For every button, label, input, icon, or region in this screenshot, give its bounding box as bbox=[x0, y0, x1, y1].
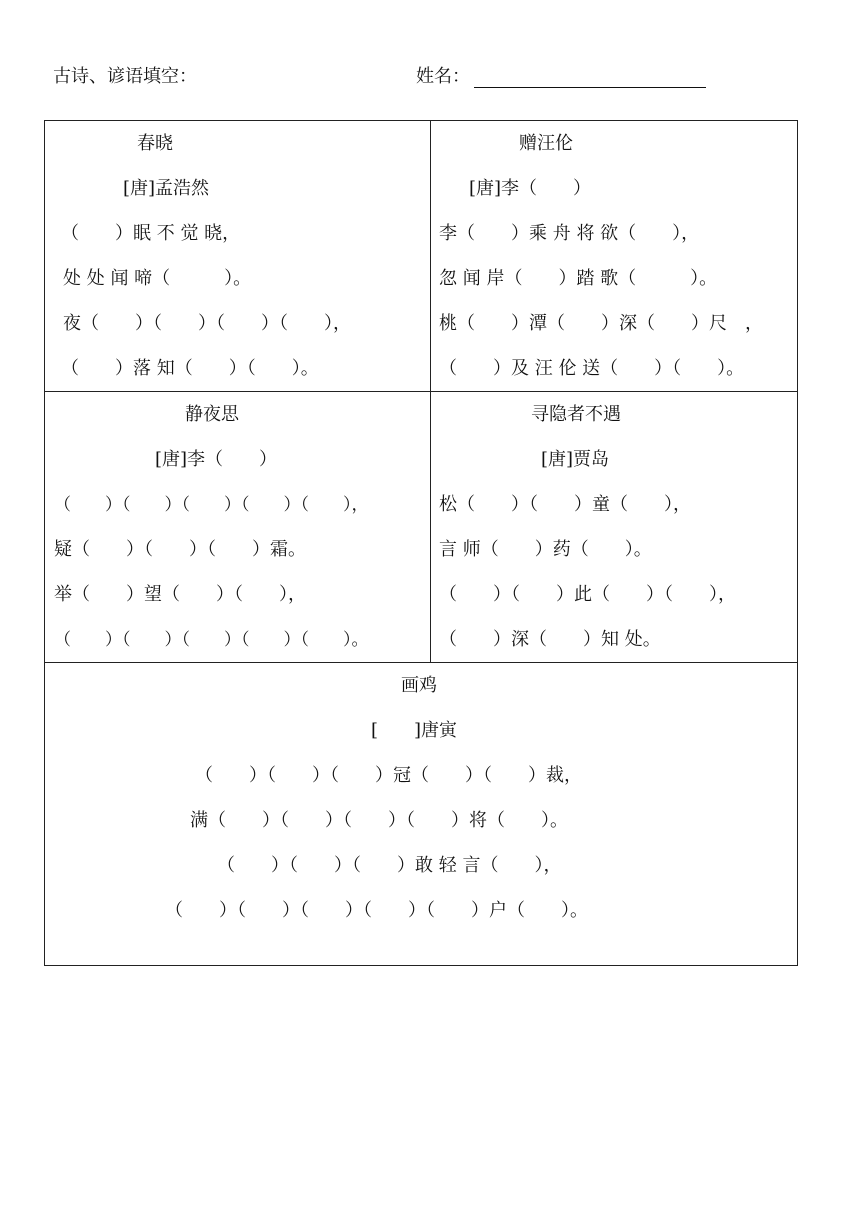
poem-author: [ ]唐寅 bbox=[371, 720, 458, 741]
name-label: 姓名： bbox=[416, 66, 470, 87]
poem-title: 春晓 bbox=[137, 133, 173, 154]
poem-author: [唐]李（ ） bbox=[469, 178, 592, 199]
poem-title: 寻隐者不遇 bbox=[531, 404, 621, 425]
poem-line[interactable]: （ ）（ ）此（ ）（ ）， bbox=[439, 584, 736, 605]
poem-line[interactable]: 言 师（ ）药（ ）。 bbox=[439, 539, 652, 560]
poem-line[interactable]: （ ）落 知（ ）（ ）。 bbox=[61, 358, 319, 379]
poem-line[interactable]: （ ）（ ）（ ）冠（ ）（ ）裁， bbox=[195, 765, 582, 786]
poem-line[interactable]: （ ）（ ）（ ）（ ）（ ）， bbox=[54, 495, 369, 515]
poem-line[interactable]: 疑（ ）（ ）（ ）霜。 bbox=[54, 539, 306, 560]
worksheet-title: 古诗、谚语填空： bbox=[53, 66, 197, 87]
poem-line[interactable]: （ ）深（ ）知 处。 bbox=[439, 629, 661, 650]
poem-line[interactable]: （ ）眠 不 觉 晓， bbox=[61, 223, 241, 244]
poem-line[interactable]: 李（ ）乘 舟 将 欲（ ）， bbox=[439, 223, 700, 244]
poem-line[interactable]: 松（ ）（ ）童（ ）， bbox=[439, 494, 691, 515]
poem-line[interactable]: 处 处 闻 啼（ ）。 bbox=[63, 268, 252, 289]
poem-line[interactable]: 桃（ ）潭（ ）深（ ）尺 ， bbox=[439, 313, 763, 334]
poem-title: 赠汪伦 bbox=[519, 133, 573, 154]
poem-table bbox=[44, 120, 798, 966]
poem-line[interactable]: （ ）（ ）（ ）（ ）（ ）。 bbox=[54, 630, 369, 650]
poem-line[interactable]: 夜（ ）（ ）（ ）（ ）， bbox=[63, 313, 351, 334]
name-field[interactable] bbox=[416, 62, 706, 88]
poem-line[interactable]: 满（ ）（ ）（ ）（ ）将（ ）。 bbox=[190, 810, 568, 831]
poem-title: 静夜思 bbox=[185, 404, 239, 425]
name-blank-line[interactable] bbox=[474, 67, 706, 88]
row-divider-2 bbox=[45, 662, 797, 663]
poem-author: [唐]孟浩然 bbox=[123, 178, 210, 199]
row-divider-1 bbox=[45, 391, 797, 392]
poem-author: [唐]李（ ） bbox=[155, 449, 278, 470]
poem-line[interactable]: （ ）及 汪 伦 送（ ）（ ）。 bbox=[439, 358, 745, 379]
poem-title: 画鸡 bbox=[401, 675, 437, 696]
poem-author: [唐]贾岛 bbox=[541, 449, 610, 470]
poem-line[interactable]: 忽 闻 岸（ ）踏 歌（ ）。 bbox=[439, 268, 718, 289]
poem-line[interactable]: （ ）（ ）（ ）（ ）（ ）户（ ）。 bbox=[165, 900, 588, 921]
poem-line[interactable]: 举（ ）望（ ）（ ）， bbox=[54, 584, 306, 605]
poem-line[interactable]: （ ）（ ）（ ）敢 轻 言（ ）， bbox=[217, 855, 562, 876]
